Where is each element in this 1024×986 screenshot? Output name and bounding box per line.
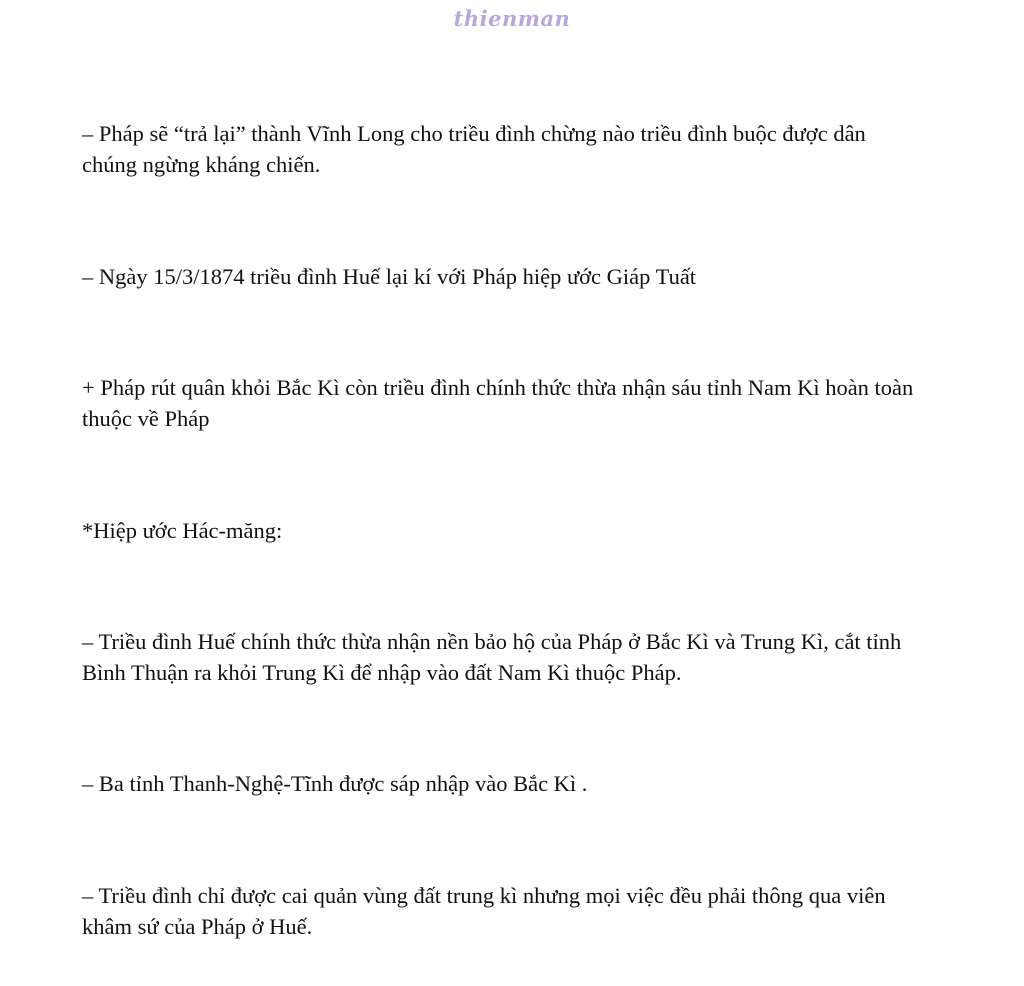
paragraph: + Pháp rút quân khỏi Bắc Kì còn triều đình chính thức thừa nhận sáu tỉnh Nam Kì hoàn toàn thuộc về Pháp [82, 375, 914, 431]
paragraph: – Triều đình Huế chính thức thừa nhận nền bảo hộ của Pháp ở Bắc Kì và Trung Kì, cắt tỉnh Bình Thuận ra khỏi Trung Kì để nhập vào đất Nam Kì thuộc Pháp. [82, 629, 902, 685]
section-heading: *Hiệp ước Hác-măng: [82, 518, 283, 543]
watermark: thienman [453, 6, 571, 31]
paragraph: – Ngày 15/3/1874 triều đình Huế lại kí với Pháp hiệp ước Giáp Tuất [82, 264, 697, 289]
paragraph: – Triều đình chỉ được cai quản vùng đất trung kì nhưng mọi việc đều phải thông qua viên khâm sứ của Pháp ở Huế. [82, 883, 886, 939]
paragraph: – Pháp sẽ “trả lại” thành Vĩnh Long cho triều đình chừng nào triều đình buộc được dân chúng ngừng kháng chiến. [82, 121, 866, 177]
paragraph: – Ba tỉnh Thanh-Nghệ-Tĩnh được sáp nhập vào Bắc Kì . [82, 771, 588, 796]
